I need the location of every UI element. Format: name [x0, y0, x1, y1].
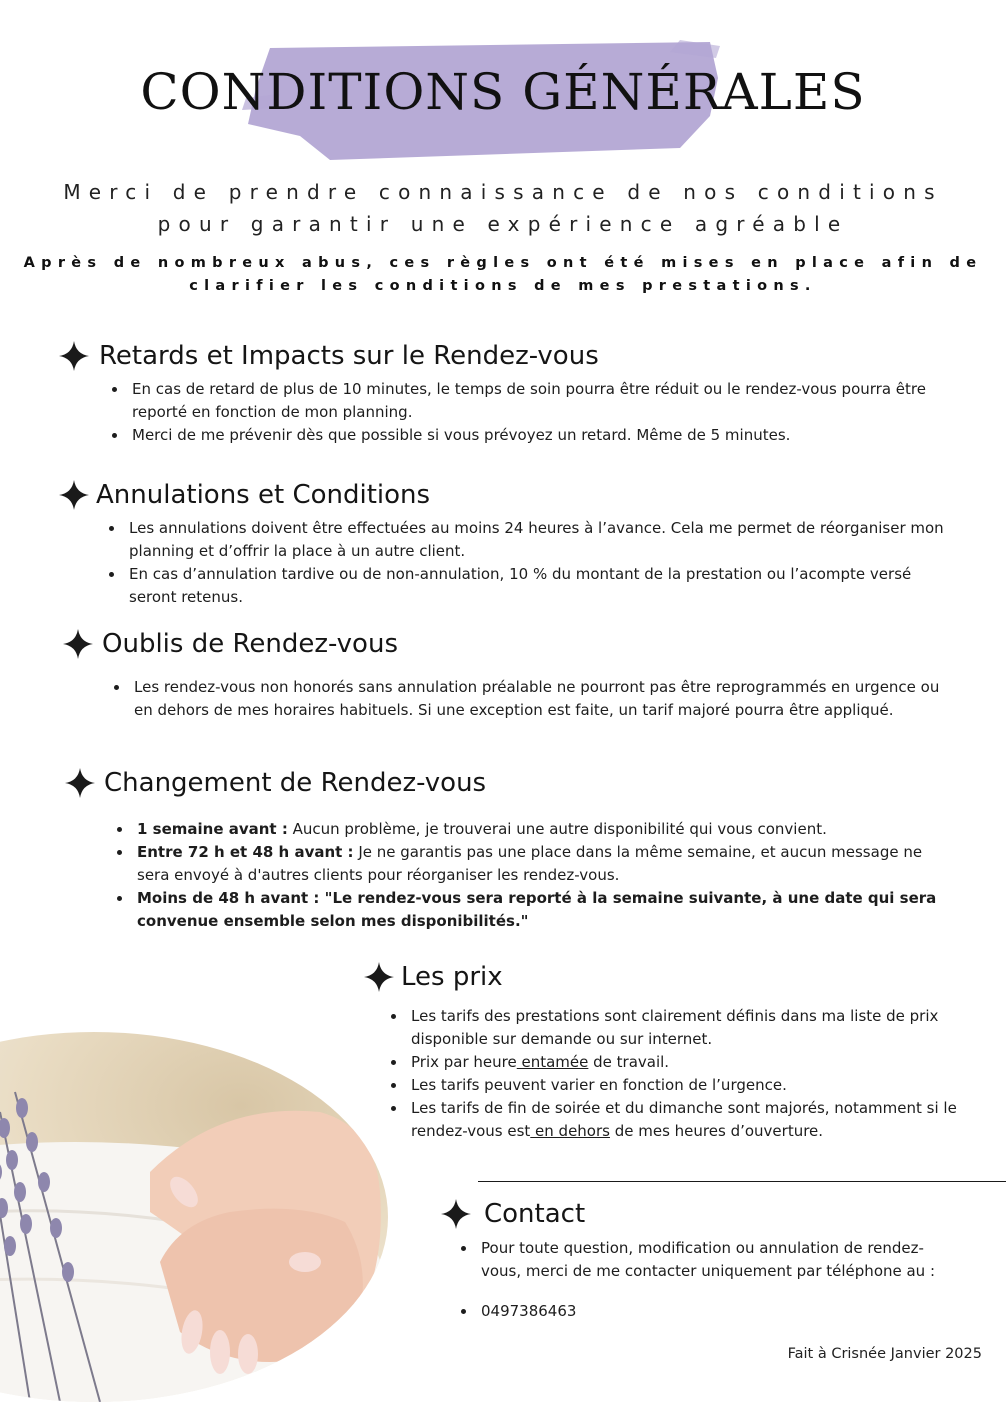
- item-label: Moins de 48 h avant :: [137, 889, 320, 907]
- section-retards: [58, 338, 938, 447]
- bullet-list: [455, 1237, 960, 1323]
- bullet-list: [108, 676, 942, 722]
- list-item: • En cas de retard de plus de 10 minutes, le temps de soin pourra être réduit ou le rendez-vous pourra être reporté en fonction de mon planning.: [128, 378, 938, 424]
- section-prix: [363, 959, 983, 1143]
- item-text: de travail.: [588, 1053, 670, 1071]
- notice-line-2: clarifier les conditions de mes prestations.: [189, 278, 817, 294]
- section-title: Annulations et Conditions: [96, 480, 431, 510]
- subtitle-line-2: pour garantir une expérience agréable: [157, 212, 849, 236]
- item-text: de mes heures d’ouverture.: [609, 1122, 824, 1140]
- section-title: Les prix: [401, 962, 503, 992]
- bullet-list: [103, 517, 948, 609]
- section-annulations: [58, 477, 948, 609]
- bullet-list: [111, 818, 944, 933]
- list-item: • En cas d’annulation tardive ou de non-annulation, 10 % du montant de la prestation ou l’acompte versé seront retenus.: [125, 563, 948, 609]
- bullet-list: [106, 378, 938, 447]
- item-label: Entre 72 h et 48 h avant :: [137, 843, 354, 861]
- list-item: [133, 818, 944, 841]
- list-item: • Les annulations doivent être effectuées au moins 24 heures à l’avance. Cela me permet de réorganiser mon planning et d’offrir la place à un autre client.: [125, 517, 948, 563]
- section-title: Oublis de Rendez-vous: [102, 629, 398, 659]
- item-label: 1 semaine avant :: [137, 820, 288, 838]
- item-text: "Le rendez-vous sera reporté à la semaine suivante, à une date qui sera convenue ensemble selon mes disponibilités.": [137, 889, 937, 930]
- item-text: Les tarifs de fin de soirée et du dimanche sont majorés, notamment si le rendez-vous est: [411, 1099, 957, 1140]
- list-item: • Merci de me prévenir dès que possible si vous prévoyez un retard. Même de 5 minutes.: [128, 424, 938, 447]
- footer-signature: Fait à Crisnée Janvier 2025: [787, 1346, 982, 1362]
- list-item: [407, 1097, 983, 1143]
- divider-line: [478, 1181, 1006, 1182]
- list-item: [407, 1051, 983, 1074]
- list-item: • Les tarifs des prestations sont clairement définis dans ma liste de prix disponible sur demande ou sur internet.: [407, 1005, 983, 1051]
- section-changement: [64, 765, 944, 933]
- phone-number[interactable]: • 0497386463: [477, 1300, 960, 1323]
- notice-line-1: Après de nombreux abus, ces règles ont été mises en place afin de: [23, 255, 983, 271]
- item-text: Je ne garantis pas une place dans la même semaine, et aucun message ne sera envoyé à d'autres clients pour réorganiser les rendez-vous.: [137, 843, 923, 884]
- underlined-text: entamée: [516, 1053, 589, 1071]
- section-title: Retards et Impacts sur le Rendez-vous: [99, 341, 599, 371]
- sparkle-star-icon: [64, 767, 96, 799]
- underlined-text: en dehors: [530, 1122, 610, 1140]
- list-item: • Les rendez-vous non honorés sans annulation préalable ne pourront pas être reprogrammés en urgence ou en dehors de mes horaires habituels. Si une exception est faite, un tarif majoré pourra être appliqué.: [130, 676, 942, 722]
- subtitle-line-1: Merci de prendre connaissance de nos conditions: [63, 180, 943, 204]
- section-oublis: [62, 626, 942, 722]
- list-item: • Les tarifs peuvent varier en fonction de l’urgence.: [407, 1074, 983, 1097]
- sparkle-star-icon: [363, 961, 395, 993]
- bullet-list: [385, 1005, 983, 1143]
- list-item: [133, 841, 944, 887]
- sparkle-star-icon: [58, 479, 90, 511]
- sparkle-star-icon: [440, 1198, 472, 1230]
- hands-lavender-photo: [0, 1032, 388, 1402]
- sparkle-star-icon: [62, 628, 94, 660]
- section-title: Contact: [484, 1199, 586, 1229]
- sparkle-star-icon: [58, 340, 90, 372]
- section-title: Changement de Rendez-vous: [104, 768, 487, 798]
- list-item: • Pour toute question, modification ou annulation de rendez-vous, merci de me contacter uniquement par téléphone au :: [477, 1237, 960, 1283]
- section-contact: [440, 1196, 960, 1323]
- page-title: CONDITIONS GÉNÉRALES: [140, 63, 866, 121]
- item-text: Prix par heure: [411, 1053, 517, 1071]
- list-item: [133, 887, 944, 933]
- item-text: Aucun problème, je trouverai une autre disponibilité qui vous convient.: [287, 820, 827, 838]
